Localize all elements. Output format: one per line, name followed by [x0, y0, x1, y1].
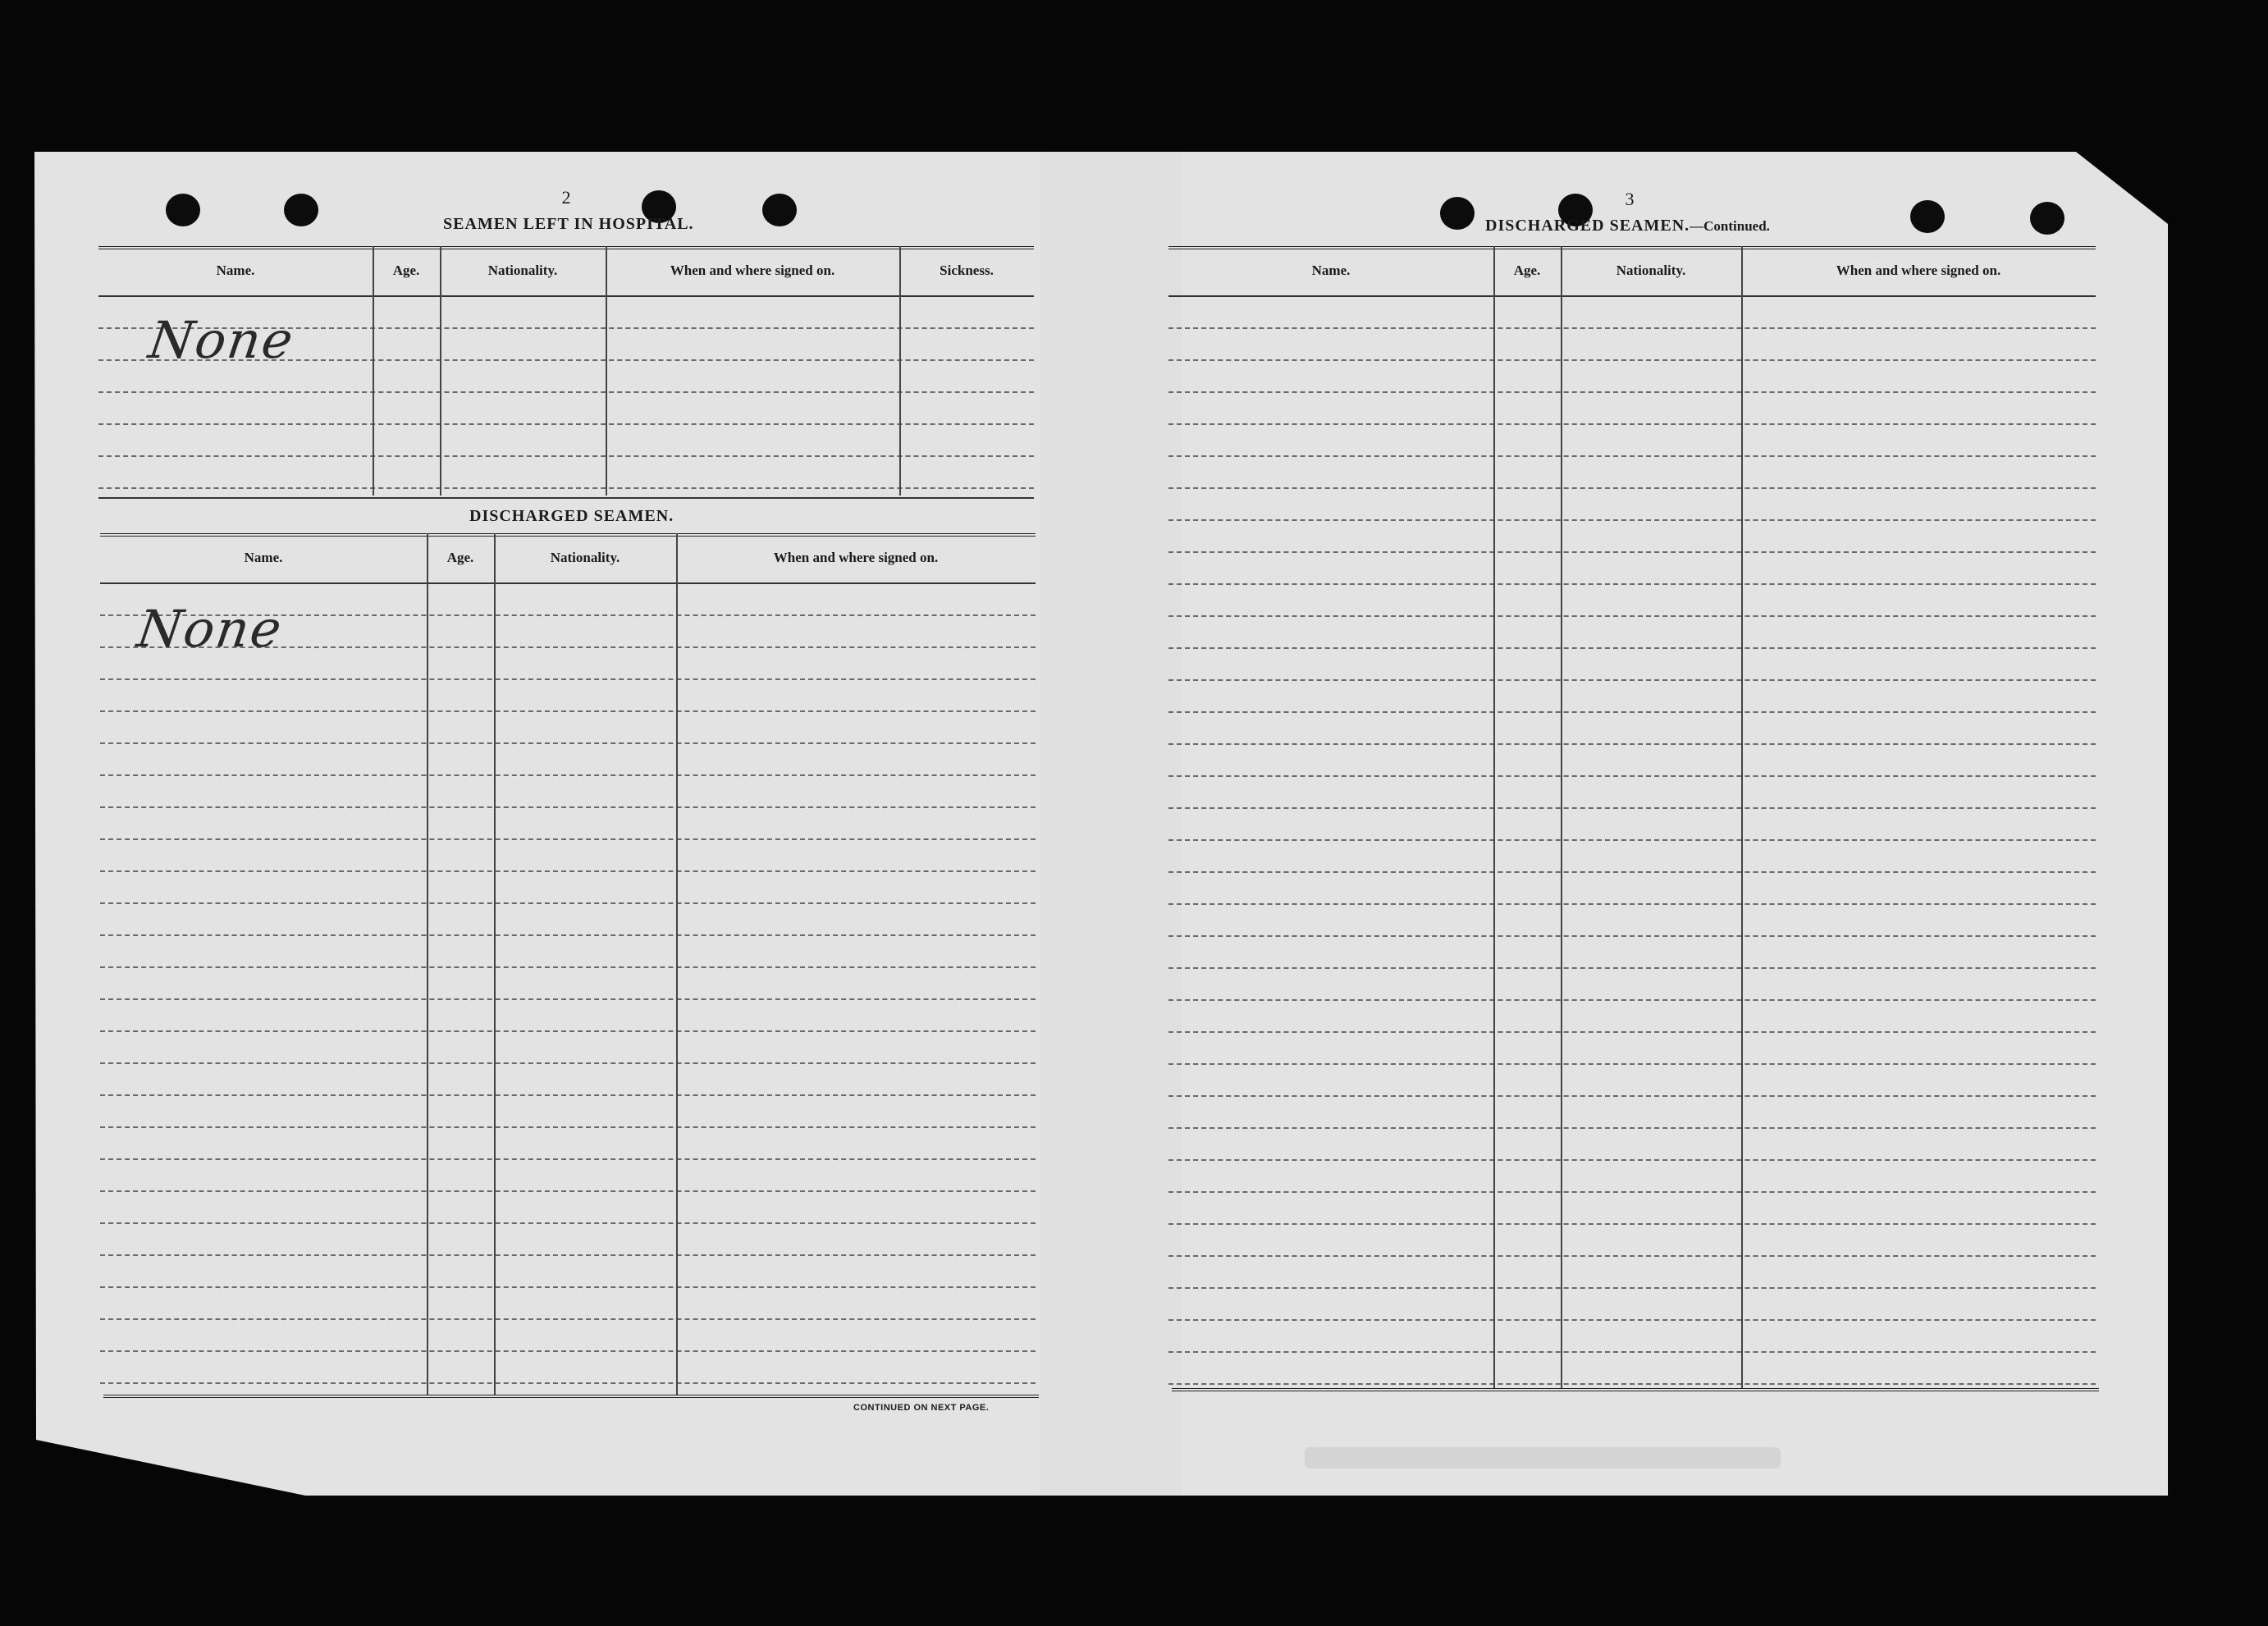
ruled-line	[100, 1254, 1036, 1256]
column-divider	[606, 246, 607, 496]
column-divider	[427, 533, 428, 1395]
ruled-line	[1168, 1095, 2096, 1097]
col-sickness: Sickness.	[940, 263, 994, 278]
ruled-line	[1168, 1319, 2096, 1321]
ruled-line	[1168, 903, 2096, 905]
ruled-line	[1168, 679, 2096, 681]
ruled-line	[100, 1126, 1036, 1128]
ruled-line	[100, 678, 1036, 680]
ruled-line	[1168, 1127, 2096, 1129]
page-number-left: 2	[561, 187, 571, 208]
title-text: DISCHARGED SEAMEN.	[1485, 217, 1690, 235]
discharged-section-title: DISCHARGED SEAMEN.	[469, 507, 674, 525]
column-divider	[676, 533, 678, 1395]
table-bottom-rule	[1172, 1388, 2099, 1391]
ruled-line	[100, 934, 1036, 936]
continued-note: CONTINUED ON NEXT PAGE.	[853, 1403, 990, 1413]
col-when-where: When and where signed on.	[670, 263, 835, 278]
hospital-section-title: SEAMEN LEFT IN HOSPITAL.	[443, 215, 694, 233]
ruled-line	[1168, 1383, 2096, 1385]
col-name: Name.	[216, 263, 255, 278]
page-number-right: 3	[1625, 189, 1635, 209]
ruled-line	[1168, 327, 2096, 329]
col-name: Name.	[1311, 263, 1351, 278]
discharged-table-header	[100, 533, 1036, 584]
ruled-line	[98, 455, 1034, 457]
ruled-line	[1168, 455, 2096, 457]
ruled-line	[100, 1222, 1036, 1224]
col-when-where: When and where signed on.	[773, 550, 939, 565]
ruled-line	[100, 1062, 1036, 1064]
ruled-line	[100, 1030, 1036, 1032]
ruled-line	[1168, 711, 2096, 713]
ruled-line	[1168, 871, 2096, 873]
column-divider	[440, 246, 441, 496]
col-when-where: When and where signed on.	[1836, 263, 2001, 278]
ruled-line	[1168, 519, 2096, 521]
continued-table-header	[1168, 246, 2096, 297]
ruled-line	[1168, 1255, 2096, 1257]
col-nationality: Nationality.	[550, 550, 620, 565]
ruled-line	[100, 1318, 1036, 1320]
ruled-line	[1168, 807, 2096, 809]
hospital-table-header	[98, 246, 1034, 297]
ruled-line	[1168, 999, 2096, 1001]
col-age: Age.	[392, 263, 420, 278]
column-divider	[1493, 246, 1495, 1388]
ruled-line	[100, 1350, 1036, 1352]
ruled-line	[1168, 935, 2096, 937]
ruled-line	[1168, 775, 2096, 777]
ruled-line	[100, 742, 1036, 744]
column-divider	[1741, 246, 1743, 1388]
ruled-line	[100, 1158, 1036, 1160]
col-nationality: Nationality.	[1616, 263, 1686, 278]
ruled-line	[1168, 423, 2096, 425]
column-divider	[899, 246, 901, 496]
ruled-line	[100, 902, 1036, 904]
ruled-line	[1168, 583, 2096, 585]
ruled-line	[100, 870, 1036, 872]
punch-hole	[284, 194, 318, 226]
punch-hole	[1910, 200, 1945, 233]
ruled-line	[100, 774, 1036, 776]
discharged-continued-title	[1485, 217, 1770, 235]
ruled-line	[98, 391, 1034, 393]
ruled-line	[100, 1190, 1036, 1192]
punch-hole	[1440, 197, 1475, 230]
ruled-line	[1168, 1159, 2096, 1161]
punch-hole	[166, 194, 200, 226]
column-divider	[494, 533, 496, 1395]
ruled-line	[100, 710, 1036, 712]
ruled-line	[100, 838, 1036, 840]
ruled-line	[100, 1286, 1036, 1288]
ruled-line	[1168, 391, 2096, 393]
col-nationality: Nationality.	[487, 263, 558, 278]
col-age: Age.	[1513, 263, 1541, 278]
punch-hole	[762, 194, 797, 226]
ruled-line	[98, 487, 1034, 489]
col-name: Name.	[244, 550, 283, 565]
ruled-line	[100, 998, 1036, 1000]
ruled-line	[1168, 1287, 2096, 1289]
ruled-line	[100, 1382, 1036, 1384]
ruled-line	[1168, 615, 2096, 617]
ruled-line	[1168, 487, 2096, 489]
ruled-line	[1168, 1191, 2096, 1193]
ruled-line	[1168, 551, 2096, 553]
ruled-line	[100, 806, 1036, 808]
handwritten-entry: None	[144, 310, 299, 370]
column-divider	[373, 246, 374, 496]
ruled-line	[98, 423, 1034, 425]
ruled-line	[1168, 967, 2096, 969]
table-bottom-rule	[103, 1395, 1039, 1398]
title-suffix: —Continued.	[1690, 218, 1770, 234]
ruled-line	[1168, 743, 2096, 745]
ruled-line	[100, 966, 1036, 968]
handwritten-entry: None	[133, 599, 287, 659]
punch-hole	[2030, 202, 2065, 235]
column-divider	[1561, 246, 1562, 1388]
ruled-line	[1168, 839, 2096, 841]
ruled-line	[1168, 1223, 2096, 1225]
stain-mark	[1305, 1447, 1781, 1468]
ruled-line	[1168, 1031, 2096, 1033]
ruled-line	[1168, 359, 2096, 361]
col-age: Age.	[446, 550, 474, 565]
ruled-line	[1168, 647, 2096, 649]
ruled-line	[1168, 1063, 2096, 1065]
ruled-line	[1168, 1351, 2096, 1353]
section-divider	[98, 497, 1034, 499]
ruled-line	[100, 1094, 1036, 1096]
